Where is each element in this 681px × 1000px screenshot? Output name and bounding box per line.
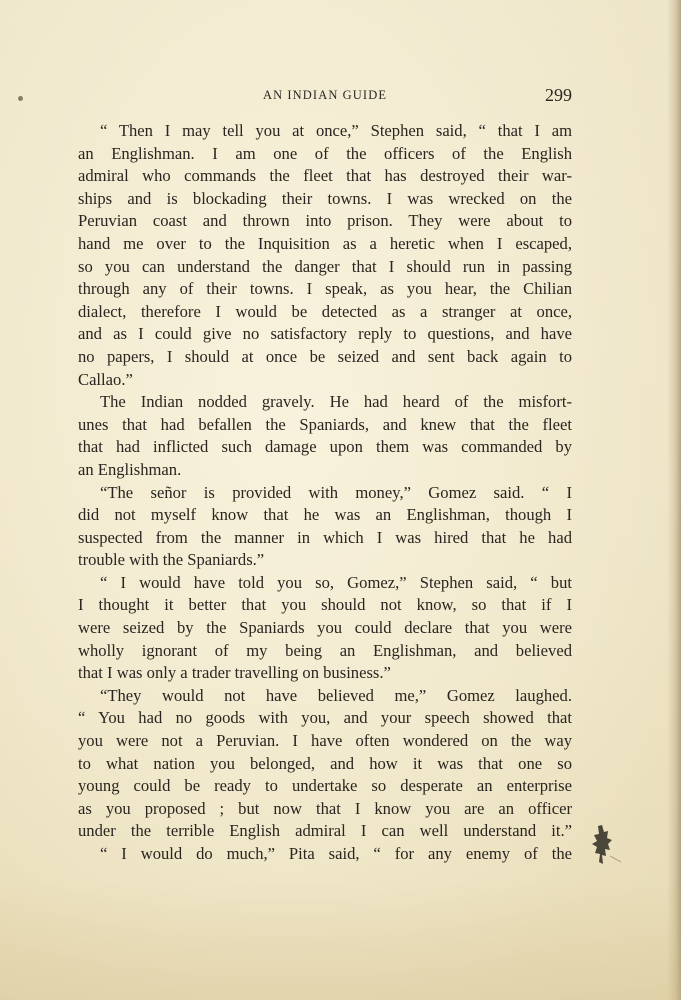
binding-dot: [18, 96, 23, 101]
text-line: admiral who commands the fleet that has destroyed their war-: [78, 166, 572, 186]
text-line: that had inflicted such damage upon them was commanded by: [78, 437, 572, 457]
text-line: under the terrible English admiral I can well understand it.”: [78, 821, 572, 841]
text-line: and as I could give no satisfactory reply to questions, and have: [78, 324, 572, 344]
text-line: “ You had no goods with you, and your speech showed that: [78, 708, 572, 728]
text-line: you were not a Peruvian. I have often wondered on the way: [78, 731, 572, 751]
text-line: young could be ready to undertake so desperate an enterprise: [78, 776, 572, 796]
text-line: “ I would do much,” Pita said, “ for any enemy of the: [100, 844, 572, 863]
text-line: hand me over to the Inquisition as a heretic when I escaped,: [78, 233, 572, 253]
text-line: as you proposed ; but now that I know you are an officer: [78, 798, 572, 818]
text-line: “They would not have believed me,” Gomez laughed.: [100, 685, 572, 705]
text-line: that I was only a trader travelling on business.”: [78, 663, 391, 683]
text-line: an Englishman.: [78, 459, 182, 479]
text-line: unes that had befallen the Spaniards, and knew that the fleet: [78, 414, 572, 434]
text-line: dialect, therefore I would be detected as a stranger at once,: [78, 301, 572, 321]
text-line: Callao.”: [78, 369, 133, 389]
text-line: were seized by the Spaniards you could declare that you were: [78, 618, 572, 638]
page-edge-shadow: [667, 0, 681, 1000]
text-line: wholly ignorant of my being an Englishman, and believed: [78, 640, 572, 660]
text-line: an Englishman. I am one of the officers of the English: [78, 143, 572, 163]
text-line: The Indian nodded gravely. He had heard of the misfort-: [100, 392, 572, 412]
text-line: ships and is blockading their towns. I was wrecked on the: [78, 188, 572, 208]
page-header: [78, 86, 572, 108]
text-line: no papers, I should at once be seized and sent back again to: [78, 346, 572, 366]
text-line: through any of their towns. I speak, as you hear, the Chilian: [78, 279, 572, 299]
text-line: suspected from the manner in which I was hired that he had: [78, 527, 572, 547]
body-text: [78, 120, 572, 866]
text-line: I thought it better that you should not know, so that if I: [78, 595, 572, 615]
text-line: Peruvian coast and thrown into prison. They were about to: [78, 211, 572, 231]
text-line: “ I would have told you so, Gomez,” Stephen said, “ but: [100, 572, 572, 592]
text-line: “The señor is provided with money,” Gomez said. “ I: [100, 482, 572, 502]
text-line: trouble with the Spaniards.”: [78, 550, 265, 570]
text-line: to what nation you belonged, and how it was that one so: [78, 753, 572, 773]
text-line: so you can understand the danger that I should run in passing: [78, 256, 572, 276]
text-line: did not myself know that he was an Englishman, though I: [78, 505, 572, 525]
running-title: AN INDIAN GUIDE: [262, 88, 388, 102]
page-number: 299: [545, 85, 572, 105]
margin-ink-mark: [588, 822, 622, 868]
text-line: “ Then I may tell you at once,” Stephen said, “ that I am: [100, 121, 572, 140]
